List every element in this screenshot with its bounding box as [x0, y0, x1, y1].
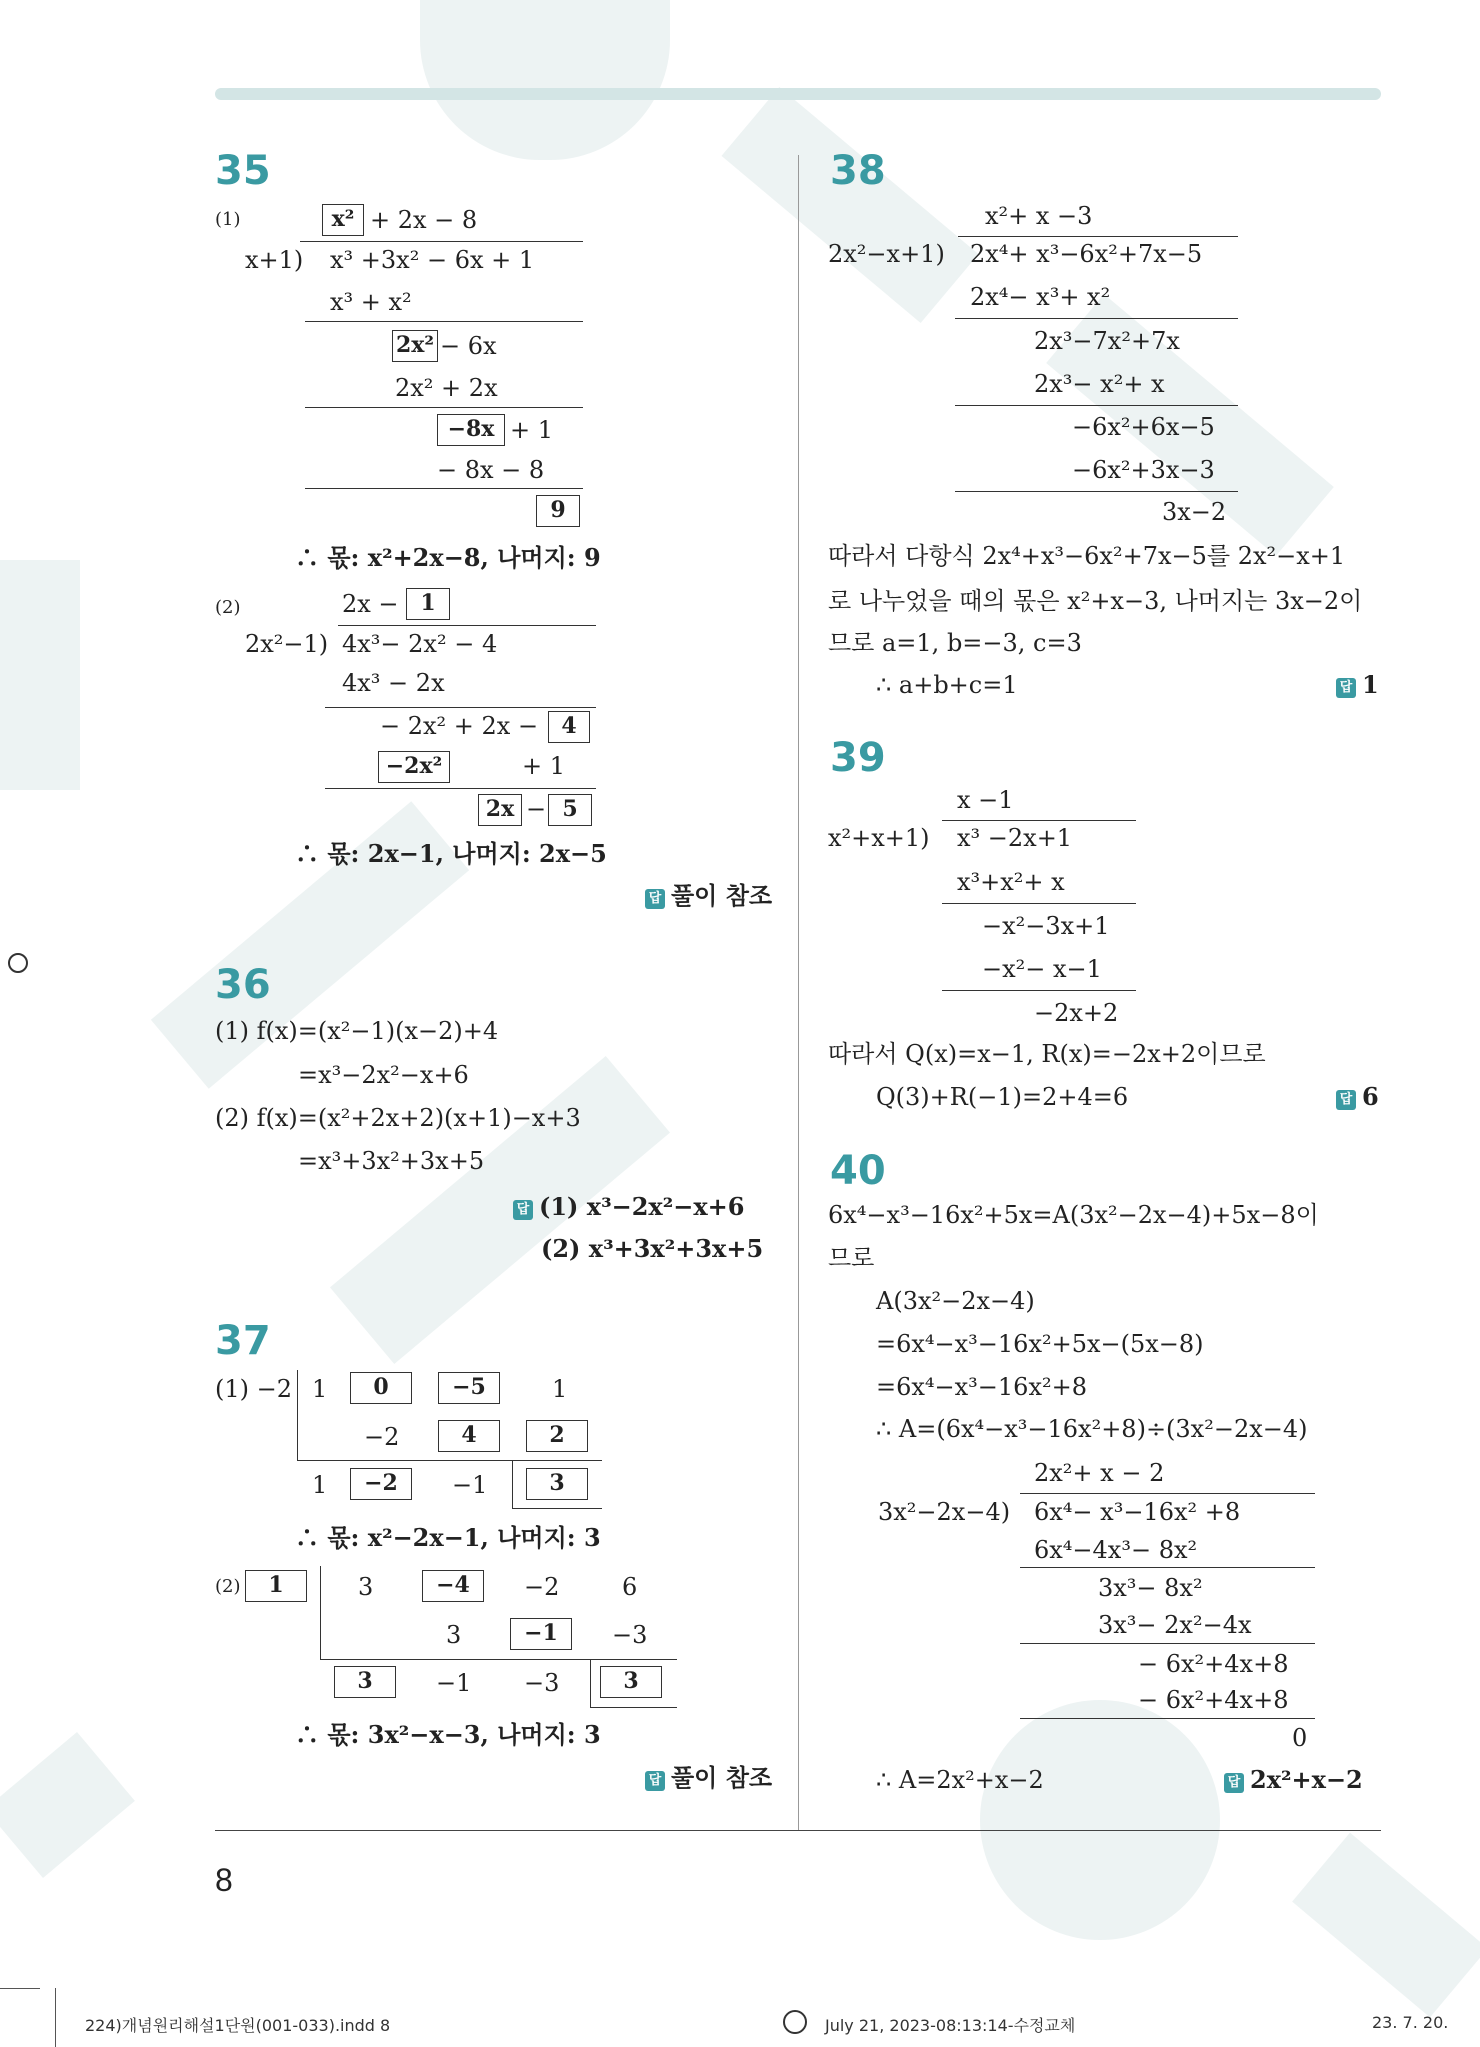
solution-text: =6x⁴−x³−16x²+8 [876, 1373, 1087, 1401]
blank-box: 5 [548, 794, 592, 826]
answer-tag-icon: 답 [645, 889, 665, 909]
blank-box: −2x² [378, 751, 450, 783]
coef: −2 [524, 1573, 560, 1601]
answer: 답 풀이 참조 [645, 881, 772, 911]
coef: −2 [364, 1423, 400, 1451]
problem-number: 35 [215, 148, 271, 194]
division-step: − 6x [440, 332, 497, 360]
blank-box: 0 [350, 1372, 412, 1404]
solution-text: ∴ A=2x²+x−2 [876, 1766, 1044, 1794]
sub-label: (1) −2 [215, 1375, 293, 1403]
division-step: − 8x − 8 [437, 456, 545, 484]
coef: 6 [622, 1573, 638, 1601]
result-text: ∴ 몫: x²−2x−1, 나머지: 3 [295, 1523, 601, 1552]
coef: 3 [446, 1621, 462, 1649]
divisor: x+1) [245, 246, 304, 274]
sub-label: (2) [215, 597, 241, 618]
division-step: x³+x²+ x [957, 868, 1065, 896]
division-line [942, 990, 1136, 991]
divisor: 2x²−x+1) [828, 240, 945, 268]
result-text: ∴ 몫: x²+2x−8, 나머지: 9 [295, 543, 601, 572]
solution-text: 므로 a=1, b=−3, c=3 [828, 629, 1082, 657]
footer-date: 23. 7. 20. [1372, 2013, 1449, 2032]
solution-line: (2) f(x)=(x²+2x+2)(x+1)−x+3 [215, 1104, 581, 1132]
coef: −3 [524, 1669, 560, 1697]
blank-box: 4 [438, 1420, 500, 1452]
answer-tag-icon: 답 [645, 1771, 665, 1791]
division-step: + 1 [510, 416, 554, 444]
blank-box: 1 [245, 1570, 307, 1602]
division-step: 4x³ − 2x [342, 669, 445, 697]
division-step: − 2x² + 2x − [380, 712, 539, 740]
synthetic-line [320, 1659, 677, 1660]
answer: 답 1 [1336, 670, 1379, 700]
division-step: 3x³− 8x² [1098, 1574, 1203, 1602]
blank-box: −1 [510, 1618, 572, 1650]
division-line [955, 318, 1238, 319]
division-bar [942, 820, 1136, 821]
division-line [305, 407, 583, 408]
blank-box: −8x [437, 414, 505, 446]
dividend: 2x⁴+ x³−6x²+7x−5 [970, 240, 1203, 268]
dividend: 6x⁴− x³−16x² +8 [1034, 1498, 1241, 1526]
division-step: −2x+2 [1034, 999, 1119, 1027]
solution-text: 따라서 Q(x)=x−1, R(x)=−2x+2이므로 [828, 1040, 1266, 1068]
problem-number: 36 [215, 962, 271, 1008]
result-text: ∴ 몫: 3x²−x−3, 나머지: 3 [295, 1720, 601, 1749]
blank-box: −4 [422, 1570, 484, 1602]
solution-text: ∴ A=(6x⁴−x³−16x²+8)÷(3x²−2x−4) [876, 1415, 1308, 1443]
blank-box: 3 [600, 1666, 662, 1698]
quotient: 2x − [342, 590, 399, 618]
watermark-shape [0, 1732, 135, 1878]
problem-number: 37 [215, 1318, 271, 1364]
footer-file: 224)개념원리해설1단원(001-033).indd 8 [85, 2016, 391, 2035]
answer: (2) x³+3x²+3x+5 [541, 1234, 764, 1263]
division-step: − 6x²+4x+8 [1138, 1686, 1289, 1714]
synthetic-line [297, 1460, 602, 1461]
division-step: −6x²+3x−3 [1072, 456, 1215, 484]
solution-text: 므로 [828, 1244, 875, 1272]
solution-text: ∴ a+b+c=1 [876, 671, 1018, 699]
division-line [325, 707, 596, 708]
division-step: 3x−2 [1162, 498, 1227, 526]
sub-label: (2) [215, 1576, 241, 1597]
quotient: x²+ x −3 [985, 202, 1093, 230]
division-step: − [526, 795, 547, 823]
blank-box: 3 [526, 1468, 588, 1500]
division-bar [1020, 1493, 1315, 1494]
division-step: 2x³− x²+ x [1034, 370, 1165, 398]
solution-text: 따라서 다항식 2x⁴+x³−6x²+7x−5를 2x²−x+1 [828, 542, 1346, 570]
coef: 1 [312, 1375, 328, 1403]
answer: 답 2x²+x−2 [1224, 1765, 1363, 1795]
division-line [305, 321, 583, 322]
synthetic-bar [297, 1370, 298, 1460]
division-step: −6x²+6x−5 [1072, 413, 1215, 441]
blank-box: 2x [478, 794, 522, 826]
answer: 답 풀이 참조 [645, 1763, 772, 1793]
division-step: 2x³−7x²+7x [1034, 327, 1180, 355]
blank-box: 2x² [392, 330, 438, 362]
division-step: 2x² + 2x [395, 374, 498, 402]
footer-rule [215, 1830, 1381, 1831]
division-step: −x²−3x+1 [982, 912, 1110, 940]
solution-text: A(3x²−2x−4) [876, 1287, 1035, 1315]
column-divider [798, 155, 799, 1830]
solution-line: (1) f(x)=(x²−1)(x−2)+4 [215, 1017, 499, 1045]
synthetic-line [512, 1508, 602, 1509]
solution-text: 로 나누었을 때의 몫은 x²+x−3, 나머지는 3x−2이 [828, 587, 1363, 615]
division-line [1020, 1643, 1315, 1644]
coef: −1 [452, 1471, 488, 1499]
answer-tag-icon: 답 [1336, 1090, 1356, 1110]
registration-mark-icon [8, 953, 28, 973]
answer-tag-icon: 답 [1224, 1773, 1244, 1793]
division-line [305, 488, 583, 489]
coef: −3 [612, 1621, 648, 1649]
solution-text: 6x⁴−x³−16x²+5x=A(3x²−2x−4)+5x−8이 [828, 1201, 1319, 1229]
blank-box: x² [322, 204, 364, 236]
quotient: 2x²+ x − 2 [1034, 1459, 1165, 1487]
problem-number: 39 [830, 735, 886, 781]
coef: 3 [358, 1573, 374, 1601]
divisor: x²+x+1) [828, 824, 930, 852]
registration-mark-icon [783, 2010, 807, 2034]
division-step: 0 [1292, 1724, 1308, 1752]
division-step: − 6x²+4x+8 [1138, 1650, 1289, 1678]
solution-text: Q(3)+R(−1)=2+4=6 [876, 1083, 1129, 1111]
division-step: −x²− x−1 [982, 955, 1102, 983]
division-line [955, 491, 1238, 492]
dividend: 4x³− 2x² − 4 [342, 630, 498, 658]
coef: 1 [552, 1375, 568, 1403]
synthetic-line [590, 1707, 677, 1708]
division-step: 2x⁴− x³+ x² [970, 283, 1111, 311]
division-step: x³ + x² [330, 288, 412, 316]
dividend: x³ −2x+1 [957, 824, 1073, 852]
division-step: + 1 [522, 752, 566, 780]
blank-box: 9 [536, 495, 580, 527]
answer: 답 (1) x³−2x²−x+6 [513, 1192, 744, 1222]
sub-label: (1) [215, 209, 241, 230]
synthetic-bar [512, 1460, 513, 1508]
quotient: x −1 [957, 786, 1014, 814]
answer-tag-icon: 답 [1336, 678, 1356, 698]
crop-mark [0, 1988, 40, 1989]
crop-mark [55, 1988, 56, 2047]
watermark-shape [0, 560, 80, 790]
solution-text: =6x⁴−x³−16x²+5x−(5x−8) [876, 1330, 1204, 1358]
division-bar [338, 625, 596, 626]
synthetic-bar [590, 1659, 591, 1707]
division-line [1020, 1718, 1315, 1719]
solution-line: =x³−2x²−x+6 [298, 1061, 469, 1089]
division-line [325, 788, 596, 789]
synthetic-bar [320, 1566, 321, 1659]
blank-box: 4 [548, 711, 590, 743]
division-line [955, 405, 1238, 406]
blank-box: 2 [526, 1420, 588, 1452]
divisor: 3x²−2x−4) [878, 1498, 1011, 1526]
watermark-shape [980, 1700, 1220, 1940]
quotient: + 2x − 8 [370, 206, 478, 234]
watermark-shape [1292, 1833, 1480, 2018]
blank-box: −5 [438, 1372, 500, 1404]
division-line [1020, 1567, 1315, 1568]
blank-box: 1 [406, 588, 450, 620]
division-bar [300, 241, 583, 242]
watermark-shape [420, 0, 670, 160]
watermark-shape [721, 87, 978, 323]
page-number: 8 [215, 1862, 233, 1898]
division-bar [958, 236, 1238, 237]
answer: 답 6 [1336, 1082, 1379, 1112]
solution-line: =x³+3x²+3x+5 [298, 1147, 485, 1175]
division-step: 6x⁴−4x³− 8x² [1034, 1536, 1198, 1564]
problem-number: 38 [830, 148, 886, 194]
coef: 1 [312, 1471, 328, 1499]
coef: −1 [436, 1669, 472, 1697]
header-bar [215, 88, 1381, 100]
division-step: 3x³− 2x²−4x [1098, 1611, 1252, 1639]
blank-box: −2 [350, 1468, 412, 1500]
dividend: x³ +3x² − 6x + 1 [330, 246, 535, 274]
division-line [942, 903, 1136, 904]
problem-number: 40 [830, 1148, 886, 1194]
result-text: ∴ 몫: 2x−1, 나머지: 2x−5 [295, 839, 607, 868]
blank-box: 3 [334, 1666, 396, 1698]
footer-stamp: July 21, 2023-08:13:14-수정교체 [825, 2016, 1076, 2035]
divisor: 2x²−1) [245, 630, 329, 658]
answer-tag-icon: 답 [513, 1200, 533, 1220]
